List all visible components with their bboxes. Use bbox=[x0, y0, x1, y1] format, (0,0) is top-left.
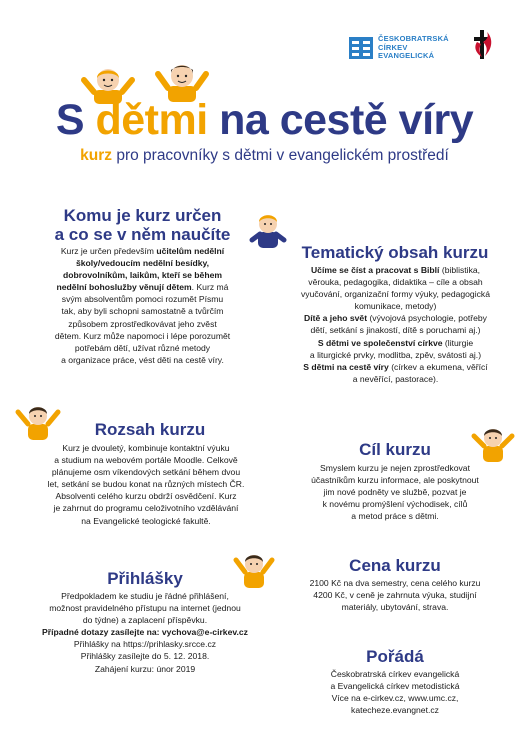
section-heading-cena: Cena kurzu bbox=[349, 556, 441, 575]
text-line: dobrovolníkům, laikům, kteří se během bbox=[62, 270, 223, 281]
text-line: do týdne) a zaplacení příspěvku. bbox=[82, 615, 208, 626]
text-line: způsobem zprostředkovávat jeho zvěst bbox=[68, 318, 217, 329]
text-line: Přihlášky zasílejte do 5. 12. 2018. bbox=[80, 651, 210, 662]
child-illustration bbox=[470, 424, 516, 462]
ecce-chalice-icon bbox=[349, 37, 373, 59]
text-line: a Evangelická církev metodistická bbox=[330, 681, 460, 692]
text-line: Smyslem kurzu je nejen zprostředkovat bbox=[320, 463, 470, 473]
text-line: a organizace práce, vést děti na cestě víry. bbox=[61, 354, 224, 365]
text-line: nedělní bohoslužby věnují dětem. Kurz má bbox=[56, 282, 229, 293]
text-line: Absolventi celého kurzu obdrží osvědčení. Kurz bbox=[55, 491, 237, 502]
text-line: školy/vedoucím nedělní besídky, bbox=[75, 258, 210, 269]
text-line: dětí, setkání s jinakostí, dítě s poruchami aj.) bbox=[310, 325, 481, 336]
text-line: S dětmi ve společenství církve (liturgie bbox=[317, 337, 474, 348]
text-line: vyučování, organizační formy výuky, pedagogická bbox=[301, 289, 490, 300]
logo-line: ČESKOBRATRSKÁ bbox=[378, 34, 449, 43]
text-line: a studium na webovém portále Moodle. Celkově bbox=[54, 455, 238, 466]
text-line: a liturgické prvky, modlitba, zpěv, svátosti aj.) bbox=[309, 349, 482, 360]
text-line: let, setkání se budou konat na různých místech ČR. bbox=[47, 479, 245, 490]
section-body-cena bbox=[285, 577, 505, 613]
section-heading-tematicky: Tematický obsah kurzu bbox=[301, 243, 489, 262]
logo-line: CÍRKEV bbox=[378, 42, 408, 52]
section-body-rozsah bbox=[15, 442, 277, 527]
text-line: Dítě a jeho svět (vývojová psychologie, potřeby bbox=[304, 313, 487, 324]
registration-link[interactable]: Přihlášky na https://prihlasky.srcce.cz bbox=[73, 639, 217, 650]
text-line: komunikace, metody) bbox=[354, 301, 437, 312]
section-body-cil bbox=[285, 462, 505, 522]
text-line: Zahájení kurzu: únor 2019 bbox=[94, 663, 196, 674]
title-highlight: dětmi bbox=[95, 96, 208, 144]
text-line: Učíme se číst a pracovat s Biblí (biblistika, bbox=[310, 265, 481, 275]
section-heading-porada: Pořádá bbox=[366, 647, 424, 666]
ecce-logo bbox=[349, 35, 449, 61]
text-line: potřebám dětí, užívat různé metody bbox=[74, 342, 211, 353]
section-heading-komu: Komu je kurz určen a co se v něm naučíte bbox=[54, 206, 231, 244]
text-line: plánujeme osm víkendových setkání během dvou bbox=[51, 467, 241, 478]
text-line: S dětmi na cestě víry (církev a ekumena, věřící bbox=[303, 361, 488, 372]
logo-line: EVANGELICKÁ bbox=[378, 51, 435, 60]
text-line: k novému promýšlení východisek, cílů bbox=[322, 499, 468, 510]
text-line: a nevěřící, pastorace). bbox=[352, 373, 439, 384]
section-body-tematicky bbox=[268, 264, 523, 385]
section-heading-prihlasky: Přihlášky bbox=[107, 569, 183, 588]
text-line: Kurz je dvouletý, kombinuje kontaktní výuku bbox=[62, 443, 230, 453]
cross-and-flame-icon bbox=[471, 28, 495, 60]
text-line: na Evangelické teologické fakultě. bbox=[81, 515, 211, 526]
section-heading-cil: Cíl kurzu bbox=[359, 440, 431, 459]
website-links[interactable]: Více na e-cirkev.cz, www.umc.cz, bbox=[331, 693, 459, 704]
text-line: svým absolventům pomoci rozumět Písmu bbox=[61, 294, 224, 305]
section-body-komu bbox=[20, 245, 265, 366]
text-line: dětem. Kurz může napomoci i lépe porozumět bbox=[54, 330, 231, 341]
text-line: tak, aby byli schopni samostatně a tvůrčím bbox=[61, 306, 224, 317]
section-body-porada bbox=[285, 668, 505, 716]
text-line: Kurz je určen především učitelům nedělní bbox=[60, 246, 225, 256]
child-illustration bbox=[14, 402, 62, 440]
text-line: 4200 Kč, v ceně je zahrnuta výuka, studijní bbox=[313, 590, 477, 601]
contact-email[interactable]: Případné dotazy zasílejte na: vychova@e-cirkev.cz bbox=[42, 627, 248, 638]
page-subtitle: kurz pro pracovníky s dětmi v evangelickém prostředí bbox=[80, 147, 449, 164]
text-line: jim nové podněty ve službě, pozvat je bbox=[323, 487, 467, 498]
text-line: Předpokladem ke studiu je řádné přihlášení, bbox=[61, 591, 229, 601]
section-heading-rozsah: Rozsah kurzu bbox=[94, 420, 206, 439]
page-title: S dětmi na cestě víry bbox=[55, 96, 474, 144]
section-body-prihlasky bbox=[10, 590, 280, 675]
text-line: možnost pravidelného přístupu na internet (jednou bbox=[49, 603, 241, 614]
text-line: materiály, ubytování, strava. bbox=[341, 602, 449, 613]
text-line: Českobratrská církev evangelická bbox=[330, 669, 460, 679]
text-line: 2100 Kč na dva semestry, cena celého kurzu bbox=[309, 578, 481, 588]
text-line: je zahrnut do programu celoživotního vzdělávání bbox=[53, 503, 239, 514]
child-illustration bbox=[232, 550, 276, 588]
website-link[interactable]: katecheze.evangnet.cz bbox=[351, 705, 439, 716]
text-line: věrouka, pedagogika, didaktika – cíle a obsah bbox=[308, 277, 483, 288]
text-line: a metod práce s dětmi. bbox=[351, 511, 439, 522]
text-line: účastníkům kurzu informace, ale poskytnout bbox=[311, 475, 479, 486]
